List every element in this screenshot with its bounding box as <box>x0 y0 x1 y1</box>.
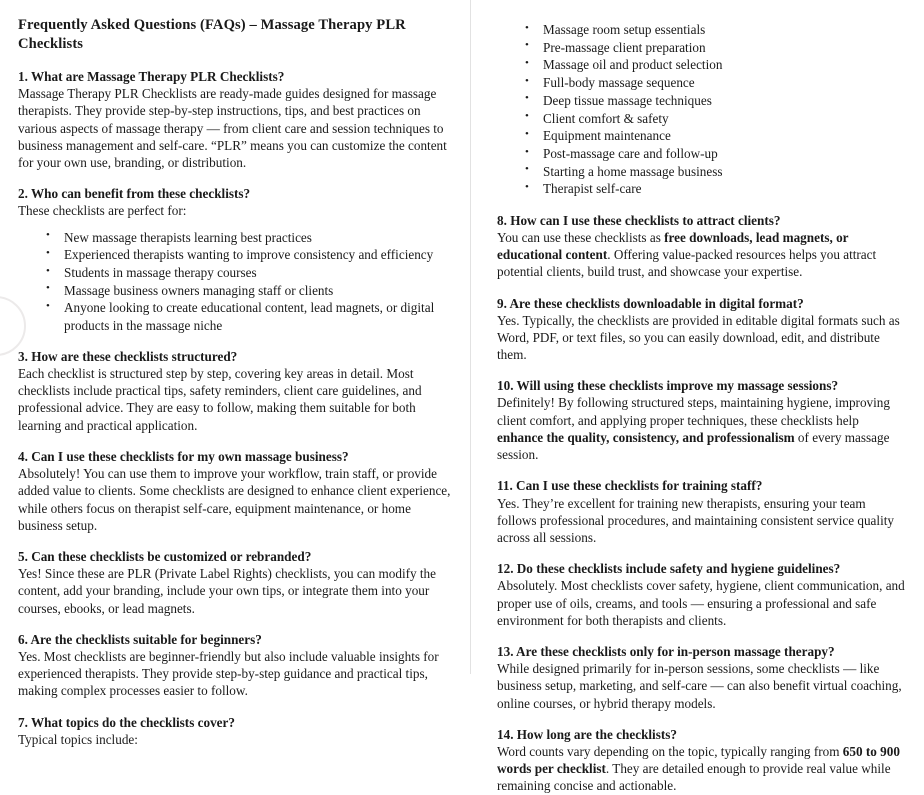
faq-answer: Absolutely! You can use them to improve your workflow, train staff, or provide added value to clients. Some checklists are designed to enhance client experience, while others focus on therapist self-care, equipment maintenance, or home business setup. <box>18 466 451 533</box>
faq-question: 9. Are these checklists downloadable in digital format? <box>497 295 804 311</box>
list-item: • Full-body massage sequence <box>497 74 908 91</box>
answer-text-lead: Word counts vary depending on the topic, typically ranging from <box>497 743 843 759</box>
right-column <box>470 0 924 794</box>
faq-item-13 <box>497 643 908 712</box>
list-item: • Massage business owners managing staff or clients <box>18 282 454 299</box>
topics-bullet-list <box>497 21 908 198</box>
faq-question: 6. Are the checklists suitable for beginners? <box>18 631 262 647</box>
faq-answer <box>497 229 908 281</box>
faq-answer <box>497 743 908 795</box>
faq-question: 3. How are these checklists structured? <box>18 348 238 364</box>
faq-item-1 <box>18 68 454 171</box>
faq-question: 2. Who can benefit from these checklists? <box>18 186 251 202</box>
faq-question: 4. Can I use these checklists for my own massage business? <box>18 448 349 464</box>
faq-question: 10. Will using these checklists improve my massage sessions? <box>497 378 839 394</box>
faq-question: 5. Can these checklists be customized or rebranded? <box>18 548 312 564</box>
faq-bullet-list <box>18 229 454 334</box>
faq-item-12 <box>497 560 908 629</box>
answer-text-lead: You can use these checklists as <box>497 229 665 245</box>
list-item: • Post-massage care and follow-up <box>497 145 908 162</box>
answer-text-tail: . They are detailed enough to provide real value while remaining concise and actionable. <box>497 761 891 794</box>
faq-item-3 <box>18 348 454 434</box>
faq-question: 12. Do these checklists include safety and hygiene guidelines? <box>497 561 841 577</box>
list-item: • Equipment maintenance <box>497 127 908 144</box>
faq-question: 1. What are Massage Therapy PLR Checklists? <box>18 68 285 84</box>
list-item: • Experienced therapists wanting to improve consistency and efficiency <box>18 246 454 263</box>
list-item: • Students in massage therapy courses <box>18 264 454 281</box>
faq-item-8 <box>497 212 908 281</box>
list-item: • Client comfort & safety <box>497 110 908 127</box>
faq-answer: Typical topics include: <box>18 731 138 747</box>
faq-answer: Yes. They’re excellent for training new therapists, ensuring your team follows professional procedures, and maintaining consistent service quality across all sessions. <box>497 495 894 545</box>
list-item: • Deep tissue massage techniques <box>497 92 908 109</box>
answer-text-tail: of every massage session. <box>497 429 890 463</box>
faq-answer: These checklists are perfect for: <box>18 203 187 219</box>
answer-text-tail: . Offering value-packed resources helps you attract potential clients, build trust, and showcase your expertise. <box>497 247 877 280</box>
page-title: Frequently Asked Questions (FAQs) – Massage Therapy PLR Checklists <box>18 17 406 52</box>
answer-text-emphasis: 650 to 900 words per checklist <box>497 743 900 777</box>
answer-text-emphasis: enhance the quality, consistency, and professionalism <box>497 429 795 445</box>
faq-answer: Absolutely. Most checklists cover safety, hygiene, client communication, and proper use of oils, creams, and tools — ensuring a professional and safe environment for both therapists and clients. <box>497 578 905 628</box>
faq-item-6 <box>18 631 454 700</box>
list-item: • New massage therapists learning best practices <box>18 229 454 246</box>
faq-question: 8. How can I use these checklists to attract clients? <box>497 212 781 228</box>
faq-item-11 <box>497 477 908 546</box>
list-item: • Anyone looking to create educational content, lead magnets, or digital products in the massage niche <box>18 299 454 333</box>
answer-text-lead: Definitely! By following structured steps, maintaining hygiene, improving client comfort, and applying proper techniques, these checklists help <box>497 395 890 428</box>
faq-item-14 <box>497 726 908 795</box>
faq-item-9 <box>497 295 908 364</box>
faq-item-7 <box>18 714 454 748</box>
faq-question: 14. How long are the checklists? <box>497 726 677 742</box>
faq-item-2 <box>18 185 454 334</box>
faq-answer: Yes! Since these are PLR (Private Label Rights) checklists, you can modify the content, add your branding, include your own tips, or integrate them into your courses, ebooks, or lead magnets. <box>18 566 437 616</box>
faq-answer: Each checklist is structured step by step, covering key areas in detail. Most checklists include practical tips, safety reminders, client care guidelines, and professional advice. They are easy to follow, making them suitable for both learning and practical application. <box>18 366 422 433</box>
list-item: • Pre-massage client preparation <box>497 39 908 56</box>
left-column <box>0 0 470 747</box>
faq-question: 13. Are these checklists only for in-person massage therapy? <box>497 643 835 659</box>
faq-answer: Yes. Most checklists are beginner-friendly but also include valuable insights for experienced therapists. They provide step-by-step guidance and practical tips, making complex processes easier to follow. <box>18 648 439 699</box>
list-item: • Massage oil and product selection <box>497 56 908 73</box>
faq-answer: Massage Therapy PLR Checklists are ready-made guides designed for massage therapists. They provide step-by-step instructions, tips, and best practices on various aspects of massage therapy — from client care and session techniques to business management and self-care. “PLR” means you can customize the content for your own use, branding, or distribution. <box>18 86 447 170</box>
list-item: • Massage room setup essentials <box>497 21 908 38</box>
faq-answer: Yes. Typically, the checklists are provided in editable digital formats such as Word, PDF, or text files, so you can easily download, edit, and distribute them. <box>497 312 900 363</box>
answer-text-emphasis: free downloads, lead magnets, or educational content <box>497 229 849 263</box>
faq-item-10 <box>497 377 908 463</box>
faq-item-5 <box>18 548 454 617</box>
faq-answer <box>497 394 908 463</box>
faq-question: 11. Can I use these checklists for training staff? <box>497 478 763 494</box>
faq-item-4 <box>18 448 454 534</box>
list-item: • Therapist self-care <box>497 180 908 197</box>
faq-question: 7. What topics do the checklists cover? <box>18 714 235 730</box>
faq-answer: While designed primarily for in-person sessions, some checklists — like business setup, marketing, and self-care — can also benefit virtual coaching, online courses, or hybrid therapy models. <box>497 661 902 711</box>
list-item: • Starting a home massage business <box>497 163 908 180</box>
